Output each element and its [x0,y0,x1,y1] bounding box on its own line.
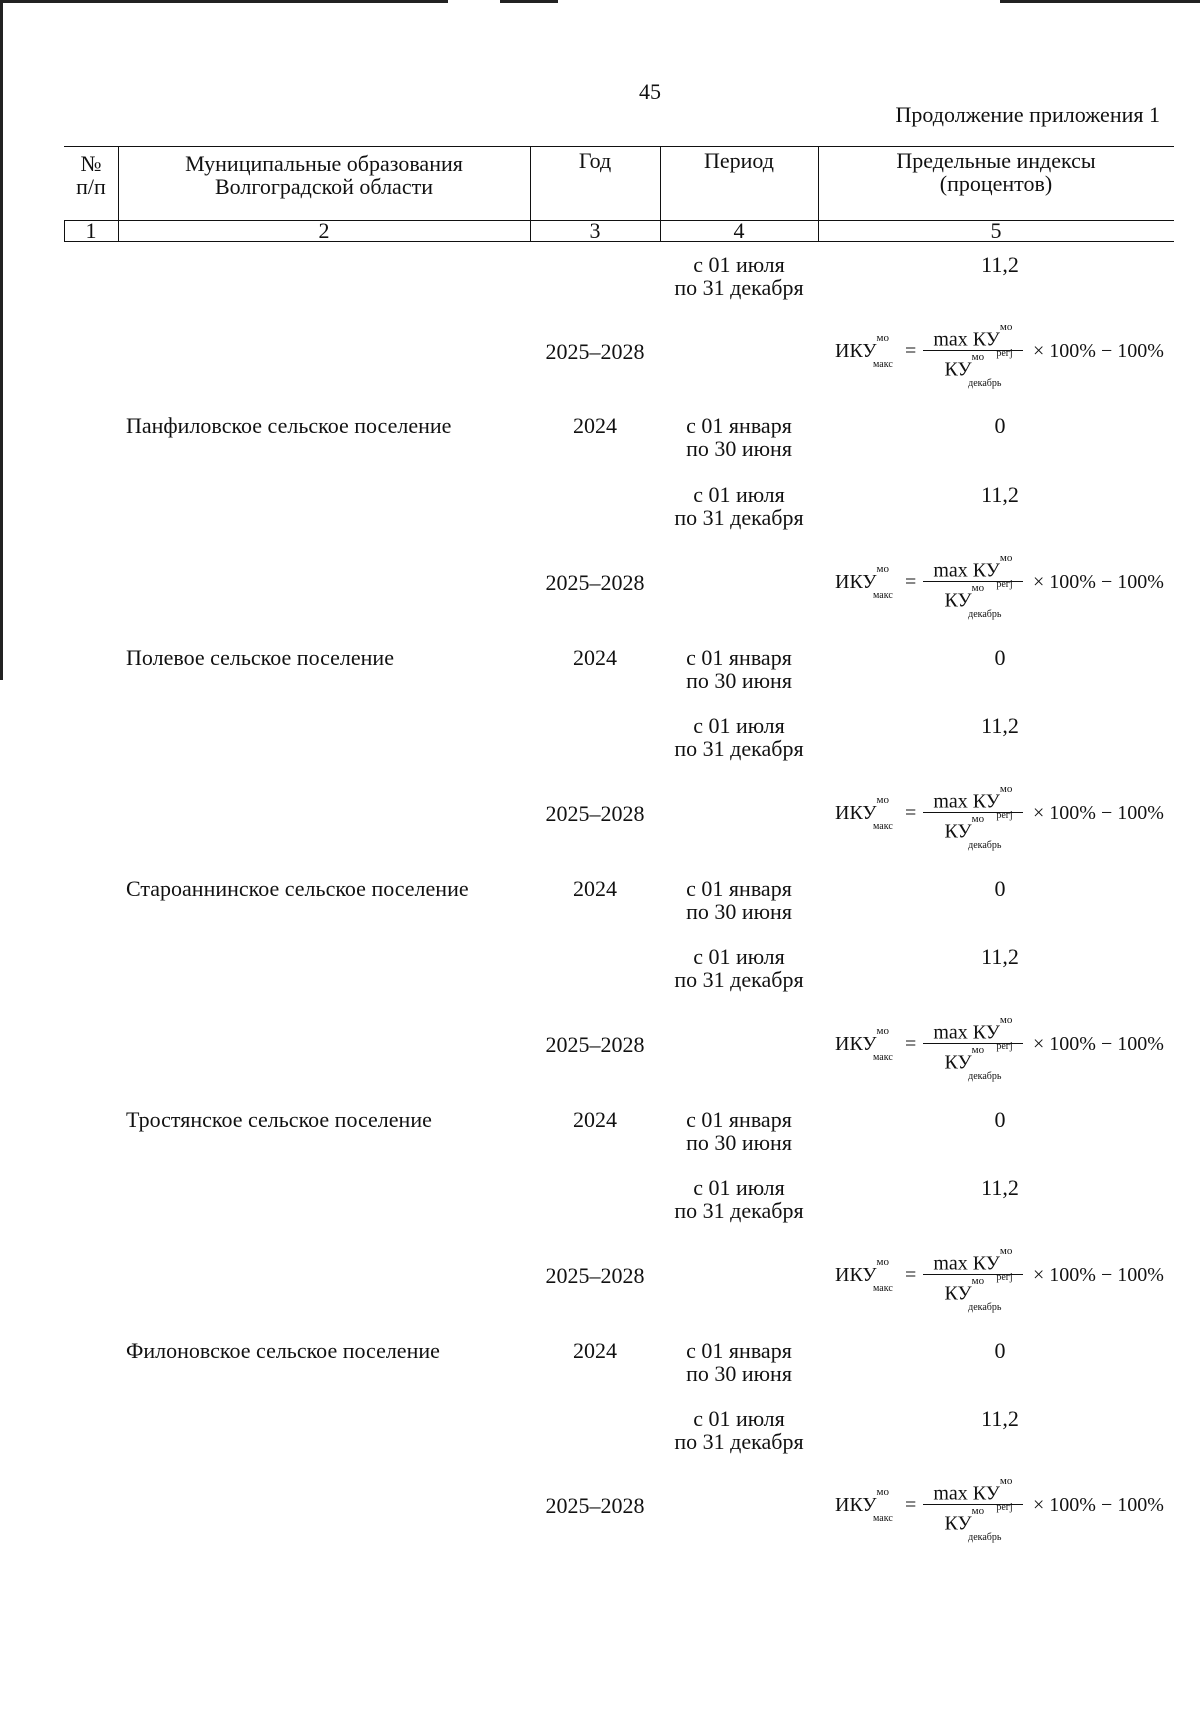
scan-top-border-left [0,0,448,3]
limit-index-value: 11,2 [981,482,1019,507]
header-col2: Муниципальные образования Волгоградской области [185,151,463,199]
formula-lhs-sup: мо [876,563,890,576]
year-cell: 2025–2028 [545,1032,645,1057]
year-cell: 2025–2028 [545,1263,645,1288]
limit-index-formula [835,1475,1180,1543]
formula-den-sup: мо [971,582,985,594]
column-number-5: 5 [990,218,1002,243]
formula-den-sub: декабрь [968,377,1002,389]
formula-num-base: max КУ [933,559,1000,582]
year-cell: 2024 [573,413,617,438]
formula-tail: × 100% − 100% [1033,802,1164,824]
limit-index-formula [835,1014,1180,1082]
formula-num-base: max КУ [933,1482,1000,1505]
formula-tail: × 100% − 100% [1033,1264,1164,1286]
limit-index-value: 0 [994,1107,1006,1132]
formula-num-base: max КУ [933,1252,1000,1275]
formula-num-sup: мо [999,1014,1013,1026]
formula-lhs [835,1486,893,1524]
year-cell: 2024 [573,1107,617,1132]
formula-lhs [835,1025,893,1063]
formula-den-sub: декабрь [968,1301,1002,1313]
formula-num-base: max КУ [933,790,1000,813]
formula-num-sub: регj [996,1040,1013,1052]
formula-lhs-sup: мо [876,332,890,345]
formula-num-sup: мо [999,552,1013,564]
formula-lhs-sub: макс [873,590,893,601]
column-number-3: 3 [589,218,601,243]
limit-index-value: 0 [994,645,1006,670]
limit-index-formula [835,1245,1180,1313]
formula-lhs-sup: мо [876,1256,890,1269]
formula-equals: = [905,802,917,824]
formula-numerator [923,1245,1023,1283]
year-cell: 2025–2028 [545,1493,645,1518]
formula-lhs-base: ИКУ [835,571,877,593]
header-col1: № п/п [76,151,106,199]
header-top-rule [64,146,1174,147]
header-col4: Период [704,148,774,173]
limit-index-value: 0 [994,1338,1006,1363]
formula-den-sup: мо [971,1044,985,1056]
formula-lhs-base: ИКУ [835,1494,877,1516]
limit-index-formula [835,783,1180,851]
municipality-name: Староаннинское сельское поселение [126,876,469,901]
formula-lhs-base: ИКУ [835,802,877,824]
period-cell: с 01 июля по 31 декабря [674,252,804,300]
formula-den-sup: мо [971,813,985,825]
period-cell: с 01 июля по 31 декабря [674,482,804,530]
formula-num-sup: мо [999,1245,1013,1257]
formula-lhs-sub: макс [873,821,893,832]
formula-lhs-sup: мо [876,794,890,807]
formula-den-sup: мо [971,351,985,363]
formula-lhs [835,794,893,832]
column-number-4: 4 [733,218,745,243]
formula-den-base: КУ [944,358,972,381]
formula-num-sub: регj [996,1501,1013,1513]
formula-lhs [835,1256,893,1294]
formula-lhs-base: ИКУ [835,340,877,362]
formula-num-sup: мо [999,1475,1013,1487]
period-cell: с 01 января по 30 июня [686,645,792,693]
formula-tail: × 100% − 100% [1033,1033,1164,1055]
formula-tail: × 100% − 100% [1033,571,1164,593]
column-number-1: 1 [85,218,97,243]
formula-lhs [835,563,893,601]
formula-lhs-sup: мо [876,1486,890,1499]
municipality-name: Тростянское сельское поселение [126,1107,432,1132]
period-cell: с 01 июля по 31 декабря [674,1175,804,1223]
formula-num-base: max КУ [933,328,1000,351]
limit-index-value: 0 [994,876,1006,901]
formula-den-sup: мо [971,1275,985,1287]
formula-numerator [923,1014,1023,1052]
limit-index-value: 11,2 [981,713,1019,738]
formula-den-base: КУ [944,1051,972,1074]
formula-num-sub: регj [996,578,1013,590]
formula-fraction [923,552,1023,620]
year-cell: 2024 [573,1338,617,1363]
formula-tail: × 100% − 100% [1033,1494,1164,1516]
formula-lhs-base: ИКУ [835,1033,877,1055]
period-cell: с 01 июля по 31 декабря [674,944,804,992]
limit-index-value: 11,2 [981,944,1019,969]
formula-den-base: КУ [944,820,972,843]
formula-lhs-sub: макс [873,1513,893,1524]
period-cell: с 01 января по 30 июня [686,876,792,924]
year-cell: 2024 [573,645,617,670]
limit-index-formula [835,552,1180,620]
formula-den-base: КУ [944,1512,972,1535]
page-number: 45 [639,79,661,104]
period-cell: с 01 января по 30 июня [686,413,792,461]
year-cell: 2025–2028 [545,570,645,595]
formula-den-sub: декабрь [968,608,1002,620]
formula-num-sup: мо [999,783,1013,795]
formula-den-sup: мо [971,1505,985,1517]
header-col5: Предельные индексы (процентов) [896,148,1096,196]
formula-lhs-sub: макс [873,359,893,370]
municipality-name: Полевое сельское поселение [126,645,394,670]
period-cell: с 01 июля по 31 декабря [674,713,804,761]
formula-num-base: max КУ [933,1021,1000,1044]
limit-index-value: 0 [994,413,1006,438]
formula-den-base: КУ [944,589,972,612]
formula-num-sub: регj [996,1271,1013,1283]
year-cell: 2024 [573,876,617,901]
scan-top-border-mid [500,0,558,3]
formula-numerator [923,1475,1023,1513]
period-cell: с 01 июля по 31 декабря [674,1406,804,1454]
formula-num-sub: регj [996,809,1013,821]
formula-fraction [923,321,1023,389]
limit-index-value: 11,2 [981,252,1019,277]
formula-fraction [923,1014,1023,1082]
period-cell: с 01 января по 30 июня [686,1338,792,1386]
formula-den-sub: декабрь [968,1070,1002,1082]
formula-lhs [835,332,893,370]
formula-den-sub: декабрь [968,1531,1002,1543]
scan-top-border-right [1000,0,1200,3]
formula-tail: × 100% − 100% [1033,340,1164,362]
formula-num-sub: регj [996,347,1013,359]
header-col3: Год [578,148,612,173]
formula-lhs-base: ИКУ [835,1264,877,1286]
formula-den-sub: декабрь [968,839,1002,851]
formula-fraction [923,783,1023,851]
limit-index-value: 11,2 [981,1406,1019,1431]
formula-fraction [923,1475,1023,1543]
formula-numerator [923,783,1023,821]
formula-equals: = [905,1264,917,1286]
formula-equals: = [905,571,917,593]
formula-numerator [923,321,1023,359]
formula-equals: = [905,340,917,362]
formula-den-base: КУ [944,1282,972,1305]
year-cell: 2025–2028 [545,339,645,364]
formula-equals: = [905,1033,917,1055]
column-number-2: 2 [318,218,330,243]
continuation-header: Продолжение приложения 1 [895,102,1160,127]
limit-index-formula [835,321,1180,389]
scan-left-edge [0,0,3,680]
limit-index-value: 11,2 [981,1175,1019,1200]
period-cell: с 01 января по 30 июня [686,1107,792,1155]
municipality-name: Панфиловское сельское поселение [126,413,452,438]
formula-lhs-sub: макс [873,1052,893,1063]
formula-fraction [923,1245,1023,1313]
formula-lhs-sub: макс [873,1283,893,1294]
municipality-name: Филоновское сельское поселение [126,1338,440,1363]
formula-numerator [923,552,1023,590]
year-cell: 2025–2028 [545,801,645,826]
formula-lhs-sup: мо [876,1025,890,1038]
formula-equals: = [905,1494,917,1516]
formula-num-sup: мо [999,321,1013,333]
